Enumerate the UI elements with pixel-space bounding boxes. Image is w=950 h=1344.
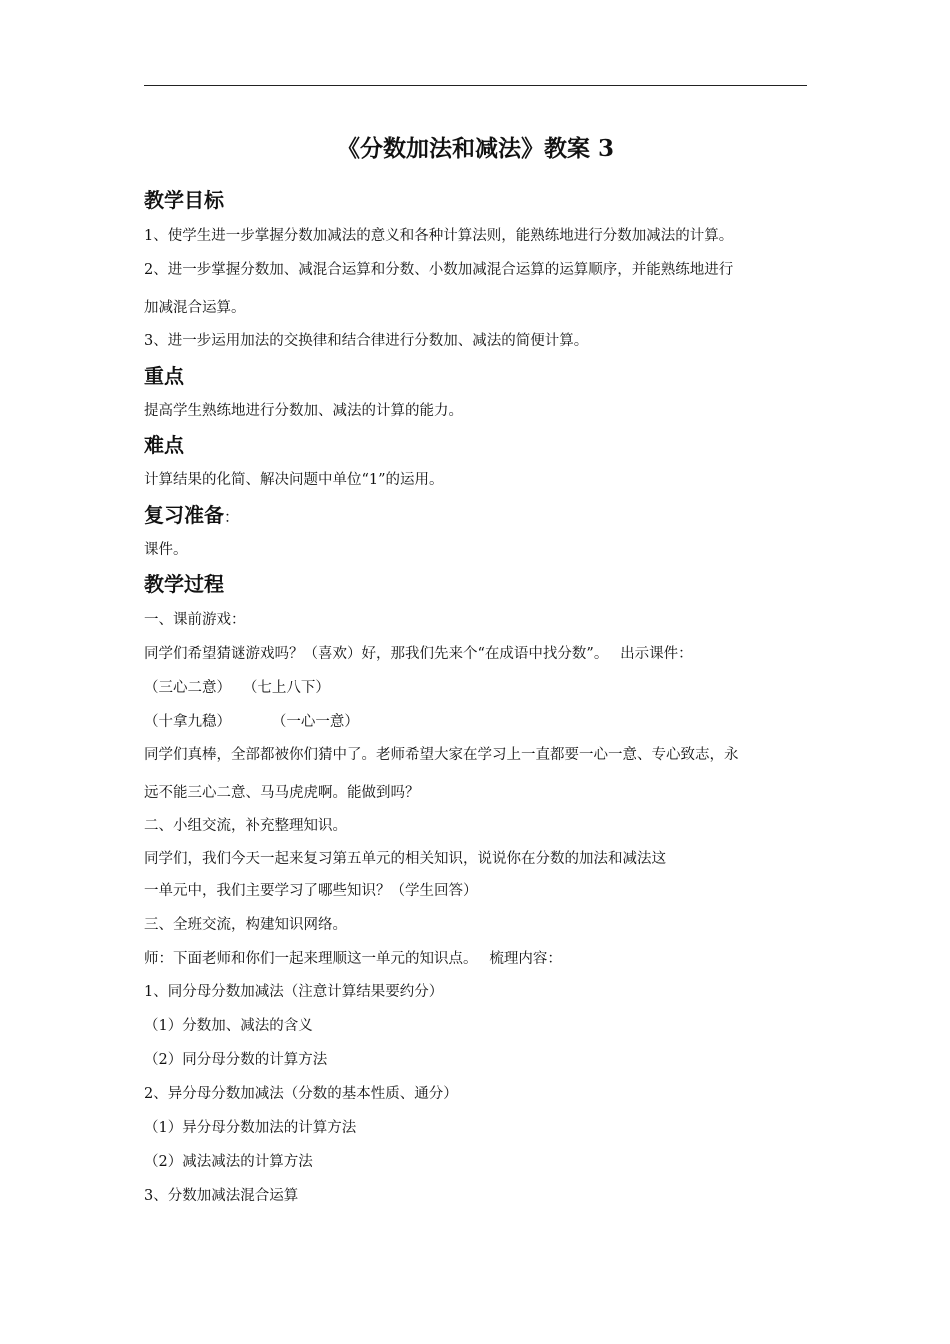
prep-text: 课件。 (144, 542, 188, 558)
key-text: 提高学生熟练地进行分数加、减法的计算的能力。 (144, 403, 463, 419)
process-line: 2、异分母分数加减法（分数的基本性质、通分） (144, 1086, 458, 1102)
process-line: （1）异分母分数加法的计算方法 (144, 1120, 357, 1136)
process-line: 一单元中，我们主要学习了哪些知识？（学生回答） (144, 883, 478, 899)
process-line: （2）减法减法的计算方法 (144, 1154, 313, 1170)
goal-line-3: 3、进一步运用加法的交换律和结合律进行分数加、减法的简便计算。 (144, 333, 589, 349)
process-line: （2）同分母分数的计算方法 (144, 1052, 328, 1068)
heading-process: 教学过程 (144, 572, 224, 596)
heading-difficulty: 难点 (144, 433, 184, 457)
header-rule (144, 85, 807, 86)
heading-prep-label: 复习准备 (144, 503, 224, 527)
heading-prep-colon: ： (224, 508, 240, 526)
heading-prep (144, 500, 239, 532)
goal-line-1: 1、使学生进一步掌握分数加减法的意义和各种计算法则，能熟练地进行分数加减法的计算。 (144, 228, 734, 244)
process-line: 三、全班交流，构建知识网络。 (144, 917, 347, 933)
process-line: （十拿九稳） （一心一意） (144, 714, 359, 730)
process-line: （三心二意） （七上八下） (144, 680, 330, 696)
process-line: 同学们希望猜谜游戏吗？（喜欢）好，那我们先来个“在成语中找分数”。 出示课件： (144, 646, 693, 662)
goal-line-2-cont: 加减混合运算。 (144, 300, 246, 316)
process-line: 1、同分母分数加减法（注意计算结果要约分） (144, 984, 444, 1000)
process-line: 同学们真棒，全部都被你们猜中了。老师希望大家在学习上一直都要一心一意、专心致志，永 (144, 747, 739, 763)
process-line: 同学们，我们今天一起来复习第五单元的相关知识，说说你在分数的加法和减法这 (144, 851, 666, 867)
process-line: 二、小组交流，补充整理知识。 (144, 818, 347, 834)
goal-line-2: 2、进一步掌握分数加、减混合运算和分数、小数加减混合运算的运算顺序，并能熟练地进行 (144, 262, 734, 278)
difficulty-text: 计算结果的化简、解决问题中单位“1”的运用。 (144, 472, 444, 488)
process-line: （1）分数加、减法的含义 (144, 1018, 313, 1034)
process-line: 3、分数加减法混合运算 (144, 1188, 299, 1204)
heading-key: 重点 (144, 364, 184, 388)
process-line: 一、课前游戏： (144, 612, 246, 628)
heading-goals: 教学目标 (144, 188, 224, 212)
document-title: 《分数加法和减法》教案 3 (336, 135, 614, 162)
process-line: 远不能三心二意、马马虎虎啊。能做到吗？ (144, 785, 420, 801)
process-line: 师：下面老师和你们一起来理顺这一单元的知识点。 梳理内容： (144, 951, 562, 967)
